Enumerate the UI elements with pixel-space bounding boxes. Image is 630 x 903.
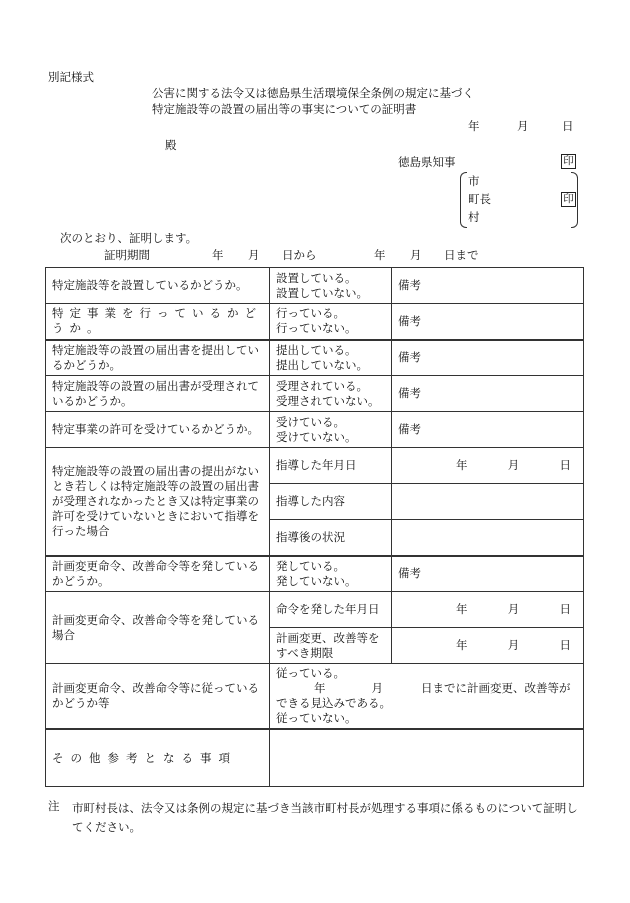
day-label: 日 [559,638,571,653]
seal-mark: 印 [561,192,576,207]
day-label: 日 [559,458,571,473]
month-label: 月 [371,680,383,695]
answer-option: 従っていない。 [276,710,357,725]
month-label: 月 [507,602,520,617]
compliance-cell [270,664,584,729]
sub-label-cell: 指導後の状況 [270,520,392,556]
seal-mayor [561,191,576,207]
issue-day: 日 [562,119,574,133]
period-to: 日まで [444,248,479,262]
table-row [46,376,584,412]
certificate-table [45,267,584,787]
addressee-honorific: 殿 [165,138,177,152]
answer-option: 発している。 [276,558,345,573]
answer-option: 発していない。 [276,573,357,588]
blank-cell [392,520,584,556]
question-cell: 計画変更命令、改善命令等を発している場合 [46,592,270,664]
title-line-1: 公害に関する法令又は徳島県生活環境保全条例の規定に基づく [152,86,474,100]
date-cell [392,448,584,484]
question-cell: 特定施設等の設置の届出書の提出がないとき若しくは特定施設等の設置の届出書が受理されなかったとき又は特定事業の許可を受けていないときにおいて指導を行った場合 [46,448,270,556]
year-label: 年 [314,680,326,695]
sub-label-cell: 計画変更、改善等をすべき期限 [270,628,392,664]
question-cell: 計画変更命令、改善命令等に従っているかどうか等 [46,664,270,729]
answer-option: 受理されている。 [276,378,368,393]
blank-cell [392,484,584,520]
deadline-text: 日までに計画変更、改善等ができる見込みである。 [276,680,571,710]
table-row [46,268,584,304]
question-cell: 特定事業を行っているかどうか。 [46,304,270,340]
answer-cell [270,304,392,340]
answer-option: 設置している。 [276,270,357,285]
question-cell: 計画変更命令、改善命令等を発しているかどうか。 [46,556,270,592]
date-cell [392,592,584,628]
question-cell: 特定施設等の設置の届出書を提出しているかどうか。 [46,340,270,376]
question-cell: その他参考となる事項 [46,729,270,787]
remark-cell: 備考 [392,376,584,412]
sub-label-cell: 指導した内容 [270,484,392,520]
question-cell: 特定事業の許可を受けているかどうか。 [46,412,270,448]
period-label: 証明期間 [104,248,150,262]
day-label: 日 [559,602,571,617]
city-label: 市 [468,174,480,188]
answer-option-deadline [276,681,577,711]
sub-label-cell: 指導した年月日 [270,448,392,484]
answer-cell [270,376,392,412]
table-row [46,340,584,376]
town-head-label: 町長 [468,192,491,206]
table-row [46,729,584,787]
answer-option: 行っていない。 [276,321,357,336]
period-year: 年 [212,248,224,262]
year-label: 年 [456,458,468,473]
table-row [46,592,584,628]
left-bracket [460,172,467,228]
note-mark: 注 [48,799,60,813]
remark-cell: 備考 [392,340,584,376]
date-cell [392,628,584,664]
remark-cell: 備考 [392,304,584,340]
period-from: 日から [282,248,317,262]
answer-option: 従っている。 [276,666,345,680]
remark-cell: 備考 [392,268,584,304]
remark-cell: 備考 [392,556,584,592]
answer-option: 行っている。 [276,306,345,321]
table-row [46,664,584,729]
answer-cell [270,556,392,592]
period-year-2: 年 [374,248,386,262]
table-row [46,304,584,340]
answer-option: 提出している。 [276,342,357,357]
issue-month: 月 [517,119,529,133]
blank-cell [270,729,584,787]
seal-mark: 印 [561,154,576,169]
sub-label-cell: 命令を発した年月日 [270,592,392,628]
question-cell: 特定施設等の設置の届出書が受理されているかどうか。 [46,376,270,412]
intro-text: 次のとおり、証明します。 [60,231,198,245]
remark-cell: 備考 [392,412,584,448]
month-label: 月 [507,638,520,653]
form-label: 別記様式 [48,70,94,84]
table-row [46,556,584,592]
issue-year: 年 [468,119,480,133]
year-label: 年 [456,638,468,653]
answer-option: 設置していない。 [276,285,368,300]
answer-cell [270,268,392,304]
year-label: 年 [456,602,468,617]
title-line-2: 特定施設等の設置の届出等の事実についての証明書 [152,102,417,116]
answer-cell [270,340,392,376]
note-text: 市町村長は、法令又は条例の規定に基づき当該市町村長が処理する事項に係るものについて証明してください。 [72,801,578,834]
answer-option: 提出していない。 [276,357,368,372]
village-label: 村 [468,210,480,224]
period-month: 月 [248,248,260,262]
answer-cell [270,412,392,448]
table-row [46,448,584,484]
governor-title: 徳島県知事 [398,155,456,169]
period-month-2: 月 [410,248,422,262]
table-row [46,412,584,448]
month-label: 月 [507,458,520,473]
question-cell: 特定施設等を設置しているかどうか。 [46,268,270,304]
answer-option: 受理されていない。 [276,393,380,408]
seal-governor [561,153,576,169]
answer-option: 受けていない。 [276,429,357,444]
answer-option: 受けている。 [276,414,345,429]
